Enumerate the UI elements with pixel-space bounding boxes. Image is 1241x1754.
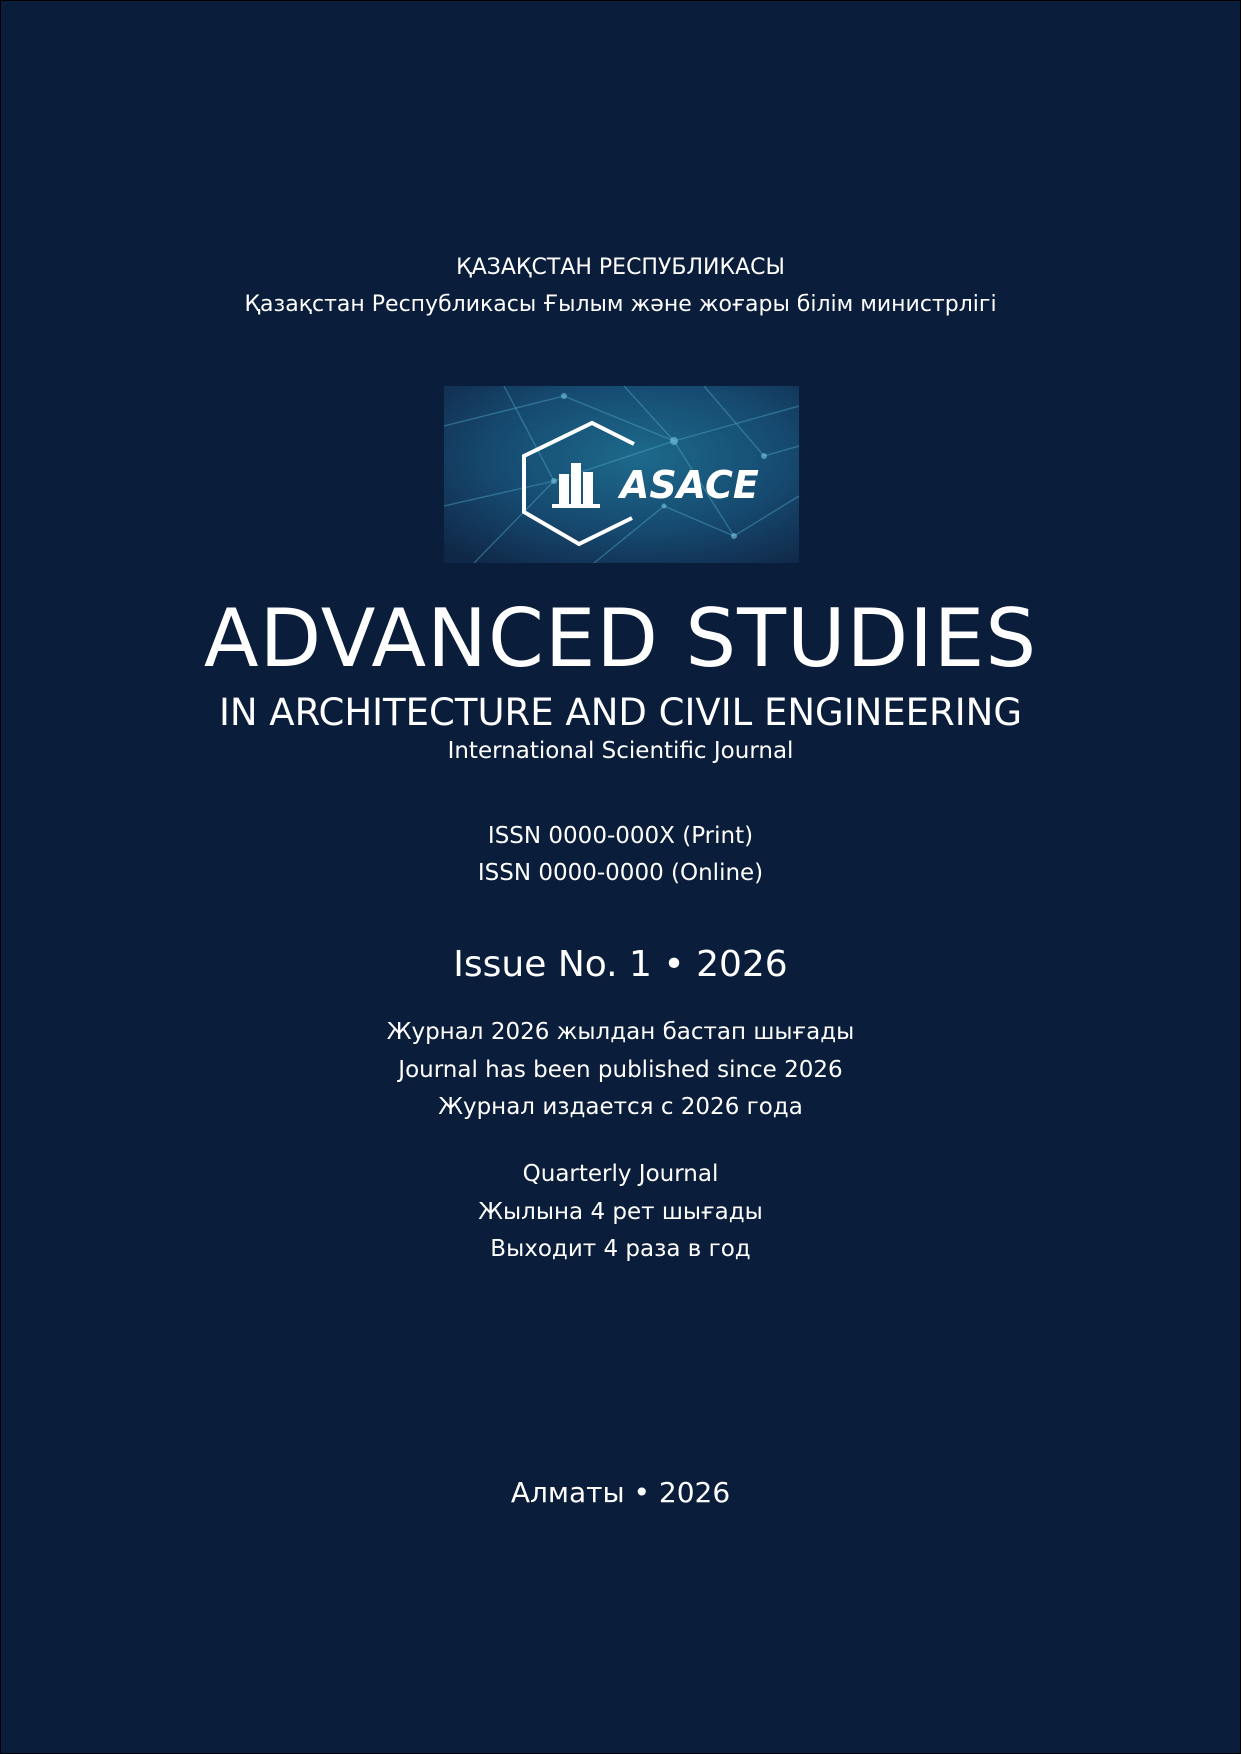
asace-logo [444,386,799,563]
journal-description: International Scientific Journal [447,738,794,764]
frequency-ru: Выходит 4 раза в год [490,1236,751,1262]
published-since-en: Journal has been published since 2026 [398,1057,843,1083]
journal-title: ADVANCED STUDIES [203,592,1038,685]
frequency-en: Quarterly Journal [522,1161,719,1187]
svg-text:ASACE: ASACE [620,463,759,507]
issue-number: Issue No. 1 • 2026 [453,944,788,985]
ministry-name: Қазақстан Республикасы Ғылым және жоғары білім министрлігі [244,292,997,317]
published-since-kz: Журнал 2026 жылдан бастап шығады [386,1019,855,1045]
issn-online: ISSN 0000-0000 (Online) [477,860,764,886]
issn-print: ISSN 0000-000X (Print) [487,823,754,849]
frequency-kz: Жылына 4 рет шығады [478,1199,763,1225]
city-year: Алматы • 2026 [510,1476,731,1509]
journal-subtitle: IN ARCHITECTURE AND CIVIL ENGINEERING [218,691,1023,734]
published-since-ru: Журнал издается с 2026 года [438,1094,803,1120]
country-heading: ҚАЗАҚСТАН РЕСПУБЛИКАСЫ [456,255,785,280]
